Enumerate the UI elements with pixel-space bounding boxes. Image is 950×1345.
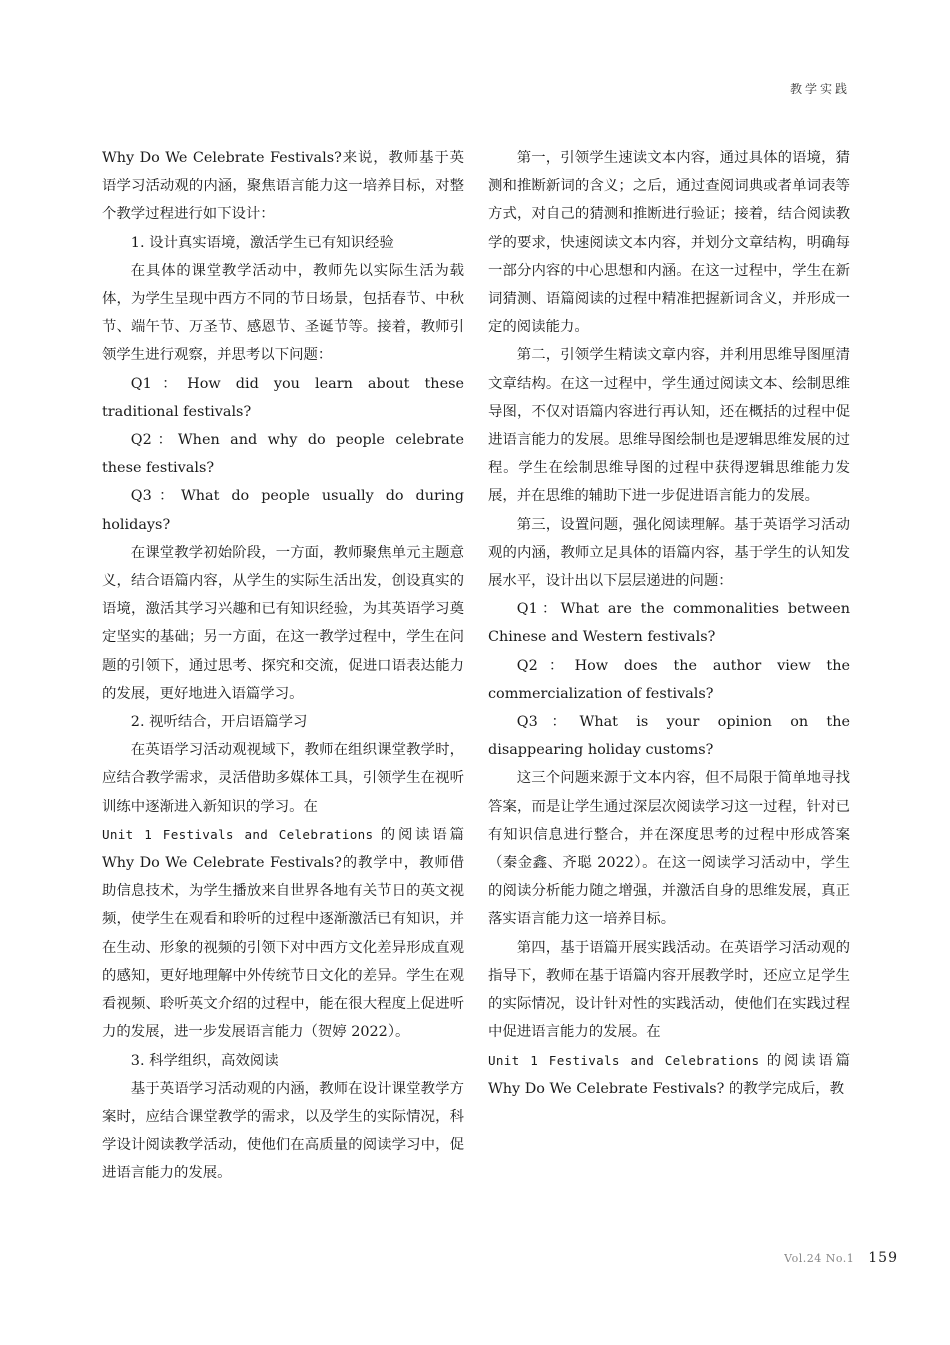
paragraph-text: 第四，基于语篇开展实践活动。在英语学习活动观的指导下，教师在基于语篇内容开展教学时，还应立足学生的实际情况，设计针对性的实践活动，使他们在实践过程中促进语言能力的发展。在 — [488, 939, 850, 1041]
paragraph: 在具体的课堂教学活动中，教师先以实际生活为载体，为学生呈现中西方不同的节日场景，包括春节、中秋节、端午节、万圣节、感恩节、圣诞节等。接着，教师引领学生进行观察，并思考以下问题： — [102, 262, 464, 364]
question: Q2：How does the author view the commercialization of festivals? — [488, 657, 850, 702]
left-column — [102, 144, 464, 1188]
section-heading: 3. 科学组织，高效阅读 — [130, 1052, 279, 1069]
paragraph — [488, 934, 850, 1103]
page-footer — [784, 1250, 898, 1266]
paragraph-text: 的阅读语篇 Why Do We Celebrate Festivals?的教学中，教师借助信息技术，为学生播放来自世界各地有关节日的英文视频，使学生在观看和聆听的过程中逐渐激活已有知识，并在生动、形象的视频的引领下对中西方文化差异形成直观的感知，更好地理解中外传统节日文化的差异。学生在观看视频、聆听英文介绍的过程中，能在很大程度上促进听力的发展，进一步发展语言能力（贺婷 2022）。 — [102, 826, 464, 1041]
section-heading: 1. 设计真实语境，激活学生已有知识经验 — [130, 234, 394, 251]
section-heading: 2. 视听结合，开启语篇学习 — [130, 714, 308, 731]
unit-title: Unit 1 Festivals and Celebrations — [488, 1052, 760, 1068]
paragraph: 在课堂教学初始阶段，一方面，教师聚焦单元主题意义，结合语篇内容，从学生的实际生活出发，创设真实的语境，激活其学习兴趣和已有知识经验，为其英语学习奠定坚实的基础；另一方面，在这一教学过程中，学生在问题的引领下，通过思考、探究和交流，促进口语表达能力的发展，更好地进入语篇学习。 — [102, 544, 464, 702]
unit-title: Unit 1 Festivals and Celebrations — [102, 826, 374, 842]
paragraph: 第二，引领学生精读文章内容，并利用思维导图厘清文章结构。在这一过程中，学生通过阅读文本、绘制思维导图，不仅对语篇内容进行再认知，还在概括的过程中促进语言能力的发展。思维导图绘制也是逻辑思维发展的过程。学生在绘制思维导图的过程中获得逻辑思维能力发展，并在思维的辅助下进一步促进语言能力的发展。 — [488, 347, 850, 505]
running-header: 教学实践 — [789, 82, 850, 96]
paragraph: 第三，设置问题，强化阅读理解。基于英语学习活动观的内涵，教师立足具体的语篇内容，基于学生的认知发展水平，设计出以下层层递进的问题： — [488, 516, 850, 590]
paragraph: 基于英语学习活动观的内涵，教师在设计课堂教学方案时，应结合课堂教学的需求，以及学生的实际情况，科学设计阅读教学活动，使他们在高质量的阅读学习中，促进语言能力的发展。 — [102, 1080, 464, 1182]
volume-label: Vol.24 No.1 — [784, 1252, 855, 1265]
paragraph — [102, 736, 464, 1046]
paragraph-text: 在英语学习活动观视域下，教师在组织课堂教学时，应结合教学需求，灵活借助多媒体工具，引领学生在视听训练中逐渐进入新知识的学习。在 — [102, 742, 464, 815]
question: Q2：When and why do people celebrate these festivals? — [102, 432, 464, 477]
paragraph-text: 的阅读语篇 Why Do We Celebrate Festivals? 的教学完成后，教 — [488, 1052, 850, 1097]
question: Q3：What is your opinion on the disappearing holiday customs? — [488, 714, 850, 759]
question: Q1：How did you learn about these traditional festivals? — [102, 375, 464, 420]
question: Q3：What do people usually do during holidays? — [102, 488, 464, 533]
page-number: 159 — [868, 1250, 898, 1266]
paragraph: 第一，引领学生速读文本内容，通过具体的语境，猜测和推断新词的含义；之后，通过查阅词典或者单词表等方式，对自己的猜测和推断进行验证；接着，结合阅读教学的要求，快速阅读文本内容，并划分文章结构，明确每一部分内容的中心思想和内涵。在这一过程中，学生在新词猜测、语篇阅读的过程中精准把握新词含义，并形成一定的阅读能力。 — [488, 150, 850, 336]
paragraph: 这三个问题来源于文本内容，但不局限于简单地寻找答案，而是让学生通过深层次阅读学习这一过程，针对已有知识信息进行整合，并在深度思考的过程中形成答案（秦金鑫、齐聪 2022）。在这一阅读学习活动中，学生的阅读分析能力随之增强，并激活自身的思维发展，真正落实语言能力这一培养目标。 — [488, 770, 850, 928]
paragraph: Why Do We Celebrate Festivals?来说，教师基于英语学习活动观的内涵，聚焦语言能力这一培养目标，对整个教学过程进行如下设计： — [102, 150, 464, 223]
question: Q1：What are the commonalities between Chinese and Western festivals? — [488, 601, 850, 646]
right-column — [488, 144, 850, 1103]
